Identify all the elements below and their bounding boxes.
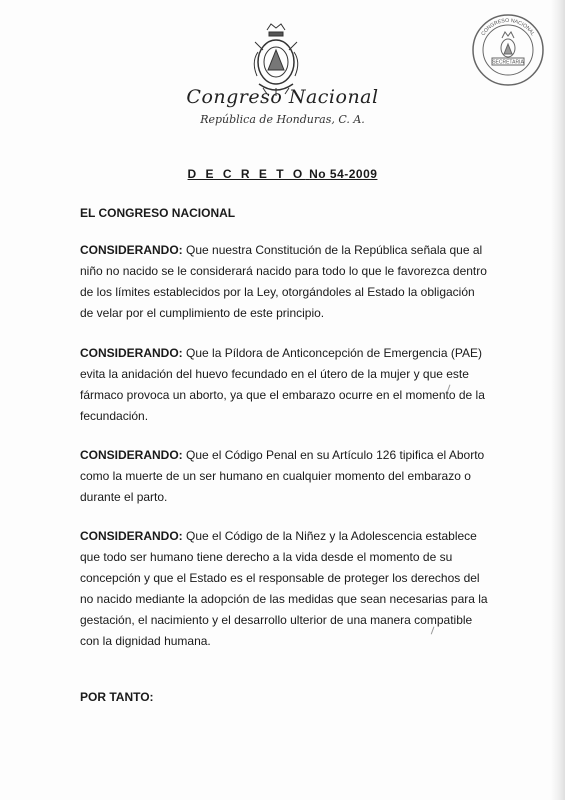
paragraph-line [80,240,490,261]
paragraph-text: Que el Código Penal en su Artículo 126 tipifica el Aborto [182,448,485,462]
paragraph-line [80,526,490,547]
decree-number: No 54-2009 [309,167,378,181]
letterhead-title: Congreso Nacional [186,86,379,108]
paragraph-line: fecundación. [80,409,149,423]
paragraph-line: fármaco provoca un aborto, ya que el embarazo ocurre en el momento de la [80,388,485,402]
paragraph-line: durante el parto. [80,490,168,504]
considerando-keyword: CONSIDERANDO: [80,448,183,462]
paragraph-text: Que la Píldora de Anticoncepción de Emergencia (PAE) [182,346,482,360]
paragraph-text: Que nuestra Constitución de la República señala que al [182,243,483,257]
closing-label: POR TANTO: [80,690,154,704]
considerando-paragraph-2 [80,343,490,427]
paragraph-line: no nacido mediante la adopción de las medidas que sean necesarias para la [80,592,488,606]
paragraph-line: como la muerte de un ser humano en cualquier momento del embarazo o [80,469,471,483]
considerando-keyword: CONSIDERANDO: [80,529,183,543]
paragraph-line [80,343,490,364]
paragraph-line: que todo ser humano tiene derecho a la vida desde el momento de su [80,550,453,564]
considerando-keyword: CONSIDERANDO: [80,346,183,360]
paragraph-line: niño no nacido se le considerará nacido para todo lo que le favorezca dentro [80,264,487,278]
svg-text:CONGRESO NACIONAL: CONGRESO NACIONAL [480,17,536,38]
paragraph-line: concepción y que el Estado es el responsable de proteger los derechos del [80,571,480,585]
paragraph-text: Que el Código de la Niñez y la Adolescencia establece [182,529,477,543]
paragraph-line: de velar por el cumplimiento de este principio. [80,306,325,320]
secretaria-stamp-icon [470,12,546,88]
paragraph-line: evita la anidación del huevo fecundado en el útero de la mujer y que este [80,367,469,381]
considerando-paragraph-4 [80,526,490,652]
addressee: EL CONGRESO NACIONAL [80,206,236,220]
paragraph-line: gestación, el nacimiento y el desarrollo ulterior de una manera compatible [80,613,473,627]
decree-label: D E C R E T O [187,167,306,181]
paragraph-line: con la dignidad humana. [80,634,211,648]
decree-heading [0,167,565,181]
paragraph-line: de los límites establecidos por la Ley, otorgándoles al Estado la obligación [80,285,475,299]
svg-text:SECRETARIA: SECRETARIA [492,59,524,66]
considerando-keyword: CONSIDERANDO: [80,243,183,257]
paragraph-line [80,445,490,466]
letterhead-subtitle: República de Honduras, C. A. [200,113,365,126]
considerando-paragraph-1 [80,240,490,324]
considerando-paragraph-3 [80,445,490,508]
